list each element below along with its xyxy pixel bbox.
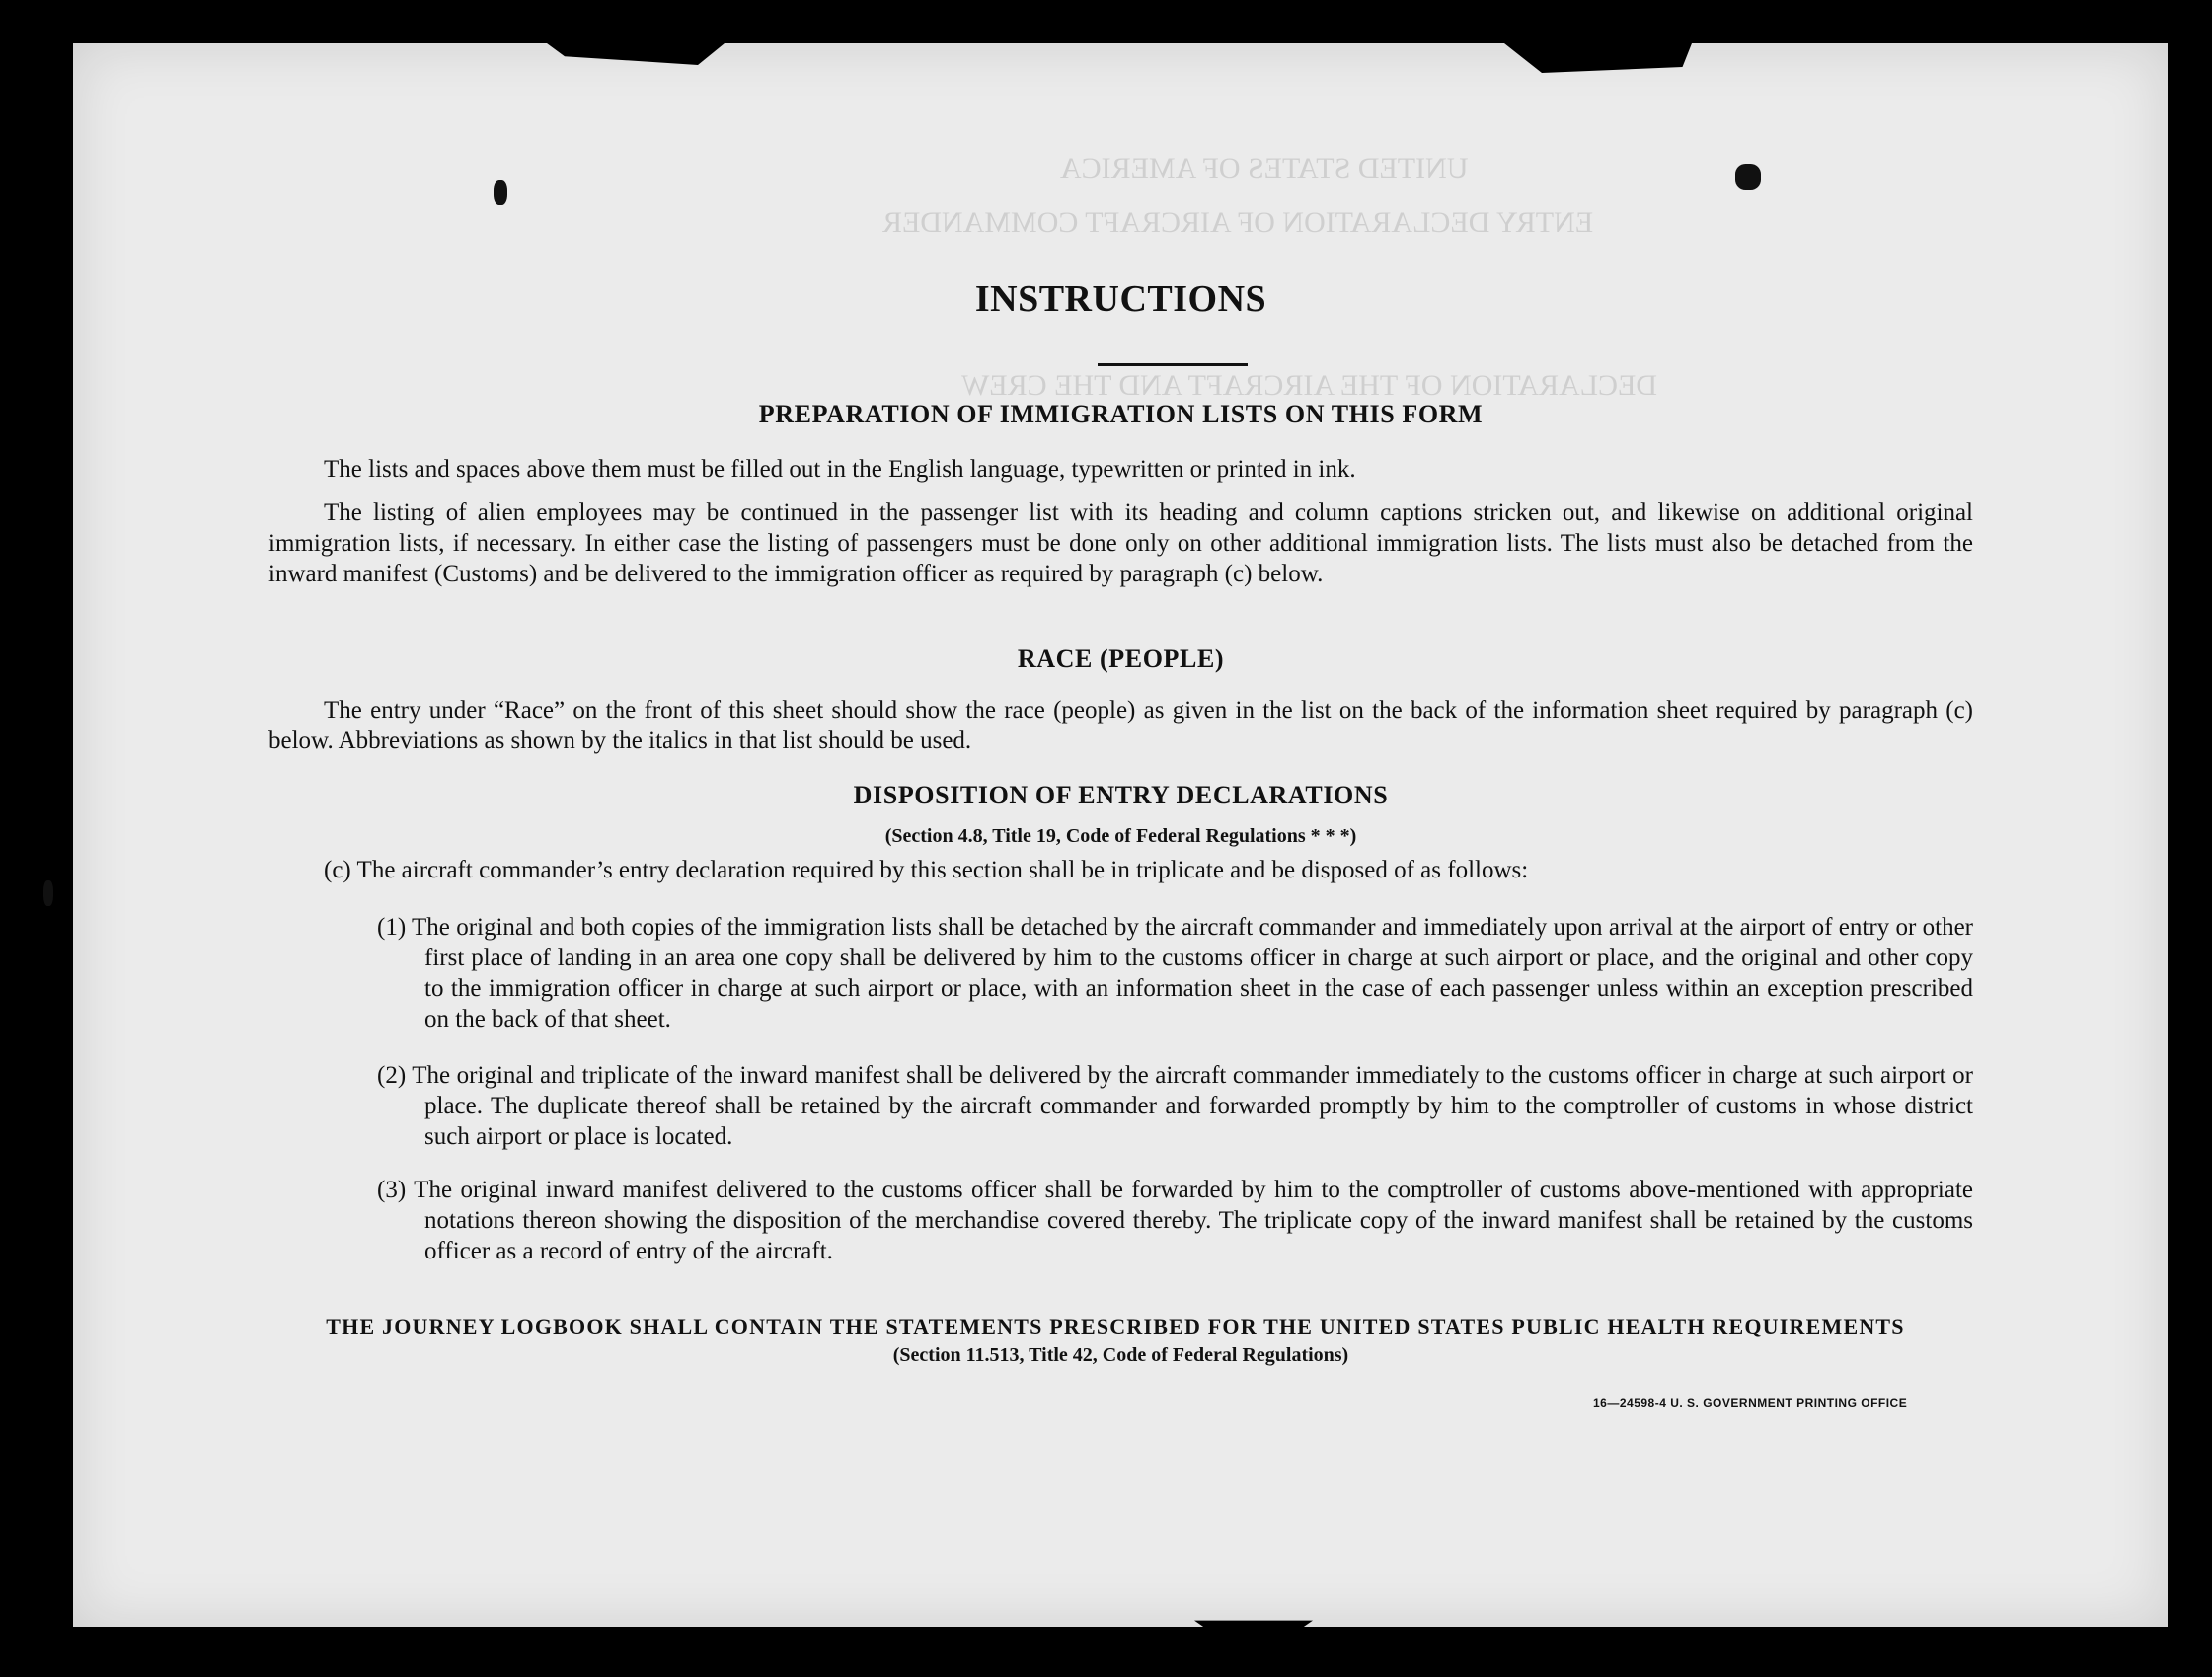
ink-spot: [494, 180, 507, 205]
page-title: INSTRUCTIONS: [974, 278, 1267, 320]
bleed-through-text: DECLARATION OF THE AIRCRAFT AND THE CREW: [961, 369, 1658, 402]
title-underline: [1098, 363, 1248, 366]
edge-notch: [1504, 43, 1692, 73]
list-item-3: (3) The original inward manifest delivered to the customs officer shall be forwarded by him to the comptroller of customs above-mentioned with appropriate notations thereon showing the disposition of the merchandise covered thereby. The triplicate copy of the inward manifest shall be retained by the customs officer as a record of entry of the aircraft.: [377, 1177, 1973, 1264]
binding-mark: [43, 880, 53, 906]
citation: (Section 4.8, Title 19, Code of Federal Regulations * * *): [884, 825, 1357, 847]
edge-notch: [547, 43, 725, 65]
footer-statement: THE JOURNEY LOGBOOK SHALL CONTAIN THE STATEMENTS PRESCRIBED FOR THE UNITED STATES PUBLIC HEALTH REQUIREMENTS: [326, 1314, 1905, 1338]
bleed-through-text: ENTRY DECLARATION OF AIRCRAFT COMMANDER: [882, 206, 1594, 239]
footer-citation: (Section 11.513, Title 42, Code of Federal Regulations): [892, 1344, 1349, 1366]
printer-imprint: 16—24598-4 U. S. GOVERNMENT PRINTING OFFICE: [1593, 1396, 1908, 1410]
paragraph-c: (c) The aircraft commander’s entry declaration required by this section shall be in triplicate and be disposed of as follows:: [324, 857, 1529, 883]
list-item-2: (2) The original and triplicate of the inward manifest shall be delivered by the aircraft commander immediately to the customs officer in charge at such airport or place. The duplicate thereof shall be retained by the aircraft commander and forwarded promptly by him to the comptroller of customs in whose district such airport or place is located.: [377, 1062, 1973, 1150]
ink-spot: [1735, 164, 1761, 190]
section-heading-preparation: PREPARATION OF IMMIGRATION LISTS ON THIS FORM: [758, 400, 1484, 428]
section-heading-disposition: DISPOSITION OF ENTRY DECLARATIONS: [853, 781, 1389, 809]
list-item-1: (1) The original and both copies of the immigration lists shall be detached by the aircraft commander and immediately upon arrival at the airport of entry or other first place of landing in an area one copy shall be delivered by him to the customs officer in charge at such airport or place, and the original and other copy to the immigration officer in charge at such airport or place, with an information sheet in the case of each passenger unless within an exception prescribed on the back of that sheet.: [377, 914, 1973, 1032]
bleed-through-text: UNITED STATES OF AMERICA: [1060, 152, 1469, 185]
paragraph: The entry under “Race” on the front of this sheet should show the race (people) as given in the list on the back of the information sheet required by paragraph (c) below. Abbreviations as shown by the italics in that list should be used.: [268, 697, 1973, 754]
document-page: [73, 43, 2168, 1627]
paragraph: The lists and spaces above them must be filled out in the English language, typewritten or printed in ink.: [324, 456, 1356, 483]
paragraph: The listing of alien employees may be continued in the passenger list with its heading and column captions stricken out, and likewise on additional original immigration lists, if necessary. In either case the listing of passengers must be done only on other additional immigration lists. The lists must also be detached from the inward manifest (Customs) and be delivered to the immigration officer as required by paragraph (c) below.: [268, 499, 1973, 587]
section-heading-race: RACE (PEOPLE): [1017, 645, 1225, 673]
